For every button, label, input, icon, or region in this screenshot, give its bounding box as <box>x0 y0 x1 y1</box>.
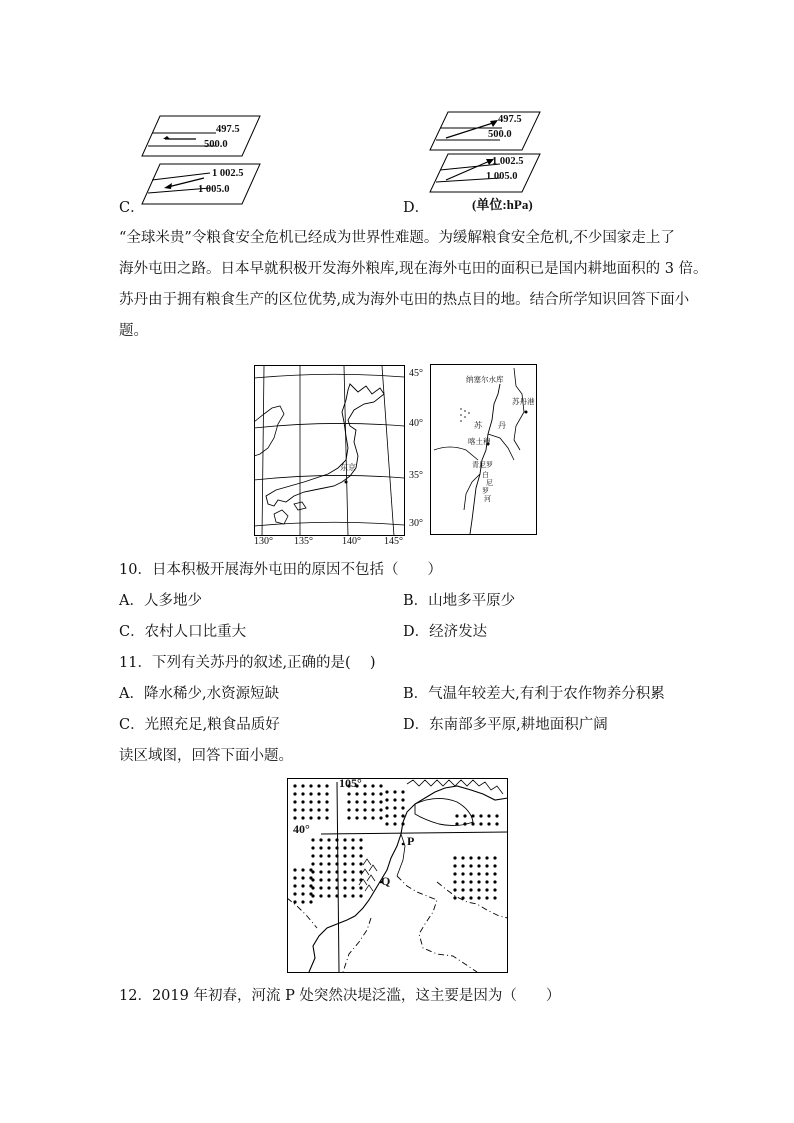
desert-dot <box>319 886 322 889</box>
desert-dot <box>479 822 482 825</box>
desert-dot <box>301 868 304 871</box>
desert-dot <box>477 896 480 899</box>
desert-dot <box>495 814 498 817</box>
desert-dot <box>359 854 362 857</box>
desert-dot <box>319 854 322 857</box>
desert-dot <box>485 896 488 899</box>
desert-dot <box>385 798 388 801</box>
desert-dot <box>371 792 374 795</box>
desert-dot <box>343 862 346 865</box>
desert-dot <box>309 876 312 879</box>
desert-dot <box>293 892 296 895</box>
desert-dot <box>455 814 458 817</box>
desert-dot <box>327 838 330 841</box>
desert-dot <box>393 798 396 801</box>
desert-dot <box>495 822 498 825</box>
desert-dot <box>351 870 354 873</box>
desert-dot <box>293 884 296 887</box>
japan-map-graphic <box>254 364 434 550</box>
desert-dot <box>327 878 330 881</box>
desert-dot <box>363 800 366 803</box>
desert-dot <box>401 790 404 793</box>
desert-dot <box>301 800 304 803</box>
desert-dot <box>293 800 296 803</box>
q10-stem: 10．日本积极开展海外屯田的原因不包括（ ） <box>119 562 442 578</box>
desert-dot <box>453 872 456 875</box>
desert-dot <box>343 878 346 881</box>
desert-dot <box>351 862 354 865</box>
desert-dot <box>309 784 312 787</box>
desert-dot <box>309 868 312 871</box>
desert-dot <box>359 862 362 865</box>
q11-option-a: A．降水稀少,水资源短缺 <box>119 686 280 702</box>
region-lat-label: 40° <box>293 822 310 836</box>
japan-map <box>254 364 434 550</box>
desert-dot <box>325 808 328 811</box>
japan-lat-45: 45° <box>409 368 423 379</box>
desert-dot <box>469 880 472 883</box>
desert-dot <box>453 856 456 859</box>
desert-dot <box>461 872 464 875</box>
desert-dot <box>371 800 374 803</box>
iso-label-d-1005: 1 005.0 <box>486 171 518 182</box>
q11-option-b: B．气温年较差大,有利于农作物养分积累 <box>403 686 665 702</box>
mountain-mark <box>365 885 373 891</box>
desert-dot <box>485 880 488 883</box>
desert-dot <box>335 862 338 865</box>
desert-dot <box>347 800 350 803</box>
desert-dot <box>335 838 338 841</box>
desert-dot <box>351 846 354 849</box>
desert-dot <box>477 880 480 883</box>
passage-line-4: 题。 <box>119 323 148 339</box>
desert-dot <box>317 800 320 803</box>
desert-dot <box>351 894 354 897</box>
desert-dot <box>379 800 382 803</box>
desert-dot <box>493 888 496 891</box>
desert-dot <box>335 886 338 889</box>
desert-dot <box>453 888 456 891</box>
desert-dot <box>309 816 312 819</box>
desert-dot <box>301 808 304 811</box>
desert-dot <box>317 792 320 795</box>
desert-dot <box>301 816 304 819</box>
desert-dot <box>479 814 482 817</box>
japan-lon-135: 135° <box>294 536 313 547</box>
sudan-label-port: 苏丹港 <box>512 397 535 406</box>
japan-lon-140: 140° <box>342 536 361 547</box>
desert-dot <box>335 854 338 857</box>
desert-dot <box>301 876 304 879</box>
desert-dot <box>477 888 480 891</box>
desert-dot <box>335 846 338 849</box>
desert-dot <box>463 814 466 817</box>
option-d-label: D． <box>403 200 430 216</box>
desert-dot <box>355 800 358 803</box>
desert-dot <box>335 878 338 881</box>
desert-dot <box>485 864 488 867</box>
desert-dot <box>363 816 366 819</box>
sudan-label-khartoum: 喀土穆 <box>468 437 491 446</box>
desert-dot <box>317 808 320 811</box>
desert-dot <box>401 798 404 801</box>
mountain-mark <box>369 865 377 871</box>
desert-dot <box>293 808 296 811</box>
desert-dot <box>343 894 346 897</box>
desert-dot <box>327 862 330 865</box>
desert-dot <box>371 784 374 787</box>
desert-dot <box>325 792 328 795</box>
iso-label-c-497: 497.5 <box>216 124 240 135</box>
desert-dot <box>461 856 464 859</box>
region-intro: 读区域图，回答下面小题。 <box>119 748 293 764</box>
desert-dot <box>293 900 296 903</box>
desert-dot <box>351 878 354 881</box>
desert-dot <box>401 814 404 817</box>
sudan-label-white-4: 河 <box>484 495 491 503</box>
desert-dot <box>327 846 330 849</box>
desert-dot <box>485 872 488 875</box>
desert-dot <box>363 784 366 787</box>
desert-dot <box>477 864 480 867</box>
japan-lat-30: 30° <box>409 518 423 529</box>
desert-dot <box>293 816 296 819</box>
iso-label-d-1002: 1 002.5 <box>492 156 524 167</box>
mountain-mark <box>367 875 375 881</box>
sudan-label-su: 苏 <box>474 421 482 430</box>
desert-dot <box>309 900 312 903</box>
desert-dot <box>309 800 312 803</box>
sudan-map <box>430 364 538 536</box>
region-point-q: Q <box>381 874 391 888</box>
desert-dot <box>453 896 456 899</box>
desert-dot <box>355 808 358 811</box>
desert-dot <box>325 816 328 819</box>
desert-dot <box>393 790 396 793</box>
q11-stem: 11．下列有关苏丹的叙述,正确的是( ) <box>119 655 376 671</box>
desert-dot <box>453 864 456 867</box>
desert-dot <box>485 856 488 859</box>
desert-dot <box>385 814 388 817</box>
q11-option-c: C．光照充足,粮食品质好 <box>119 717 280 733</box>
desert-dot <box>309 892 312 895</box>
mountain-mark <box>363 859 371 865</box>
q10-option-a: A．人多地少 <box>119 593 202 609</box>
desert-dot <box>393 822 396 825</box>
iso-label-c-500: 500.0 <box>204 139 228 150</box>
desert-dot <box>401 806 404 809</box>
q11-option-d: D．东南部多平原,耕地面积广阔 <box>403 717 608 733</box>
sudan-label-dan: 丹 <box>498 421 506 430</box>
sudan-label-white-3: 罗 <box>482 487 489 495</box>
desert-dot <box>327 854 330 857</box>
desert-dot <box>359 846 362 849</box>
japan-city-label: 东京 <box>340 463 356 472</box>
sudan-label-white-1: 白 <box>482 471 489 479</box>
desert-dot <box>351 886 354 889</box>
desert-dot <box>347 816 350 819</box>
desert-dot <box>317 816 320 819</box>
region-point-p: P <box>407 834 415 848</box>
desert-dot <box>477 872 480 875</box>
desert-dot <box>343 854 346 857</box>
desert-dot <box>335 894 338 897</box>
desert-dot <box>301 792 304 795</box>
desert-dot <box>379 784 382 787</box>
option-c-label: C． <box>119 200 145 216</box>
desert-dot <box>393 814 396 817</box>
desert-dot <box>311 854 314 857</box>
q12-stem: 12．2019 年初春，河流 P 处突然决堤泛滥，这主要是因为（ ） <box>119 988 561 1004</box>
desert-dot <box>379 792 382 795</box>
desert-dot <box>343 846 346 849</box>
desert-dot <box>327 870 330 873</box>
iso-label-c-1002: 1 002.5 <box>212 168 244 179</box>
desert-dot <box>301 784 304 787</box>
desert-dot <box>343 838 346 841</box>
desert-dot <box>485 888 488 891</box>
japan-lat-35: 35° <box>409 470 423 481</box>
q10-option-b: B．山地多平原少 <box>403 593 516 609</box>
desert-dot <box>319 878 322 881</box>
passage-line-1: “全球米贵”令粮食安全危机已经成为世界性难题。为缓解粮食安全危机,不少国家走上了 <box>119 230 675 246</box>
desert-dot <box>359 894 362 897</box>
desert-dot <box>477 856 480 859</box>
desert-dot <box>293 792 296 795</box>
desert-dot <box>293 868 296 871</box>
desert-dot <box>319 894 322 897</box>
unit-label: (单位:hPa) <box>472 197 533 212</box>
desert-dot <box>461 864 464 867</box>
desert-dot <box>379 808 382 811</box>
desert-dot <box>493 872 496 875</box>
region-map-graphic <box>287 778 509 974</box>
desert-dot <box>385 806 388 809</box>
desert-dot <box>301 892 304 895</box>
iso-label-d-500: 500.0 <box>488 129 512 140</box>
desert-dot <box>319 870 322 873</box>
desert-dot <box>461 880 464 883</box>
desert-dot <box>311 846 314 849</box>
desert-dot <box>363 808 366 811</box>
desert-dot <box>453 880 456 883</box>
desert-dot <box>351 854 354 857</box>
desert-dot <box>469 888 472 891</box>
japan-lon-145: 145° <box>384 536 403 547</box>
desert-dot <box>363 792 366 795</box>
desert-dot <box>301 900 304 903</box>
desert-dot <box>347 808 350 811</box>
sudan-label-lake: 纳塞尔水库 <box>466 375 504 384</box>
desert-dot <box>359 838 362 841</box>
passage-line-2: 海外屯田之路。日本早就积极开发海外粮库,现在海外屯田的面积已是国内耕地面积的 3 倍。 <box>119 261 708 277</box>
desert-dot <box>293 784 296 787</box>
desert-dot <box>487 822 490 825</box>
q10-option-c: C．农村人口比重大 <box>119 624 247 640</box>
desert-dot <box>493 896 496 899</box>
desert-dot <box>359 886 362 889</box>
desert-dot <box>311 838 314 841</box>
desert-dot <box>309 792 312 795</box>
desert-dot <box>493 880 496 883</box>
sudan-map-graphic <box>430 364 538 536</box>
desert-dot <box>469 896 472 899</box>
iso-label-c-1005: 1 005.0 <box>198 184 230 195</box>
region-map <box>287 778 509 974</box>
desert-dot <box>351 838 354 841</box>
desert-dot <box>325 784 328 787</box>
japan-lat-40: 40° <box>409 418 423 429</box>
desert-dot <box>311 862 314 865</box>
desert-dot <box>379 816 382 819</box>
desert-dot <box>309 884 312 887</box>
region-lon-label: 105° <box>339 776 362 790</box>
desert-dot <box>301 884 304 887</box>
desert-dot <box>293 876 296 879</box>
desert-dot <box>309 808 312 811</box>
desert-dot <box>327 886 330 889</box>
iso-label-d-497: 497.5 <box>498 114 522 125</box>
desert-dot <box>319 846 322 849</box>
desert-dot <box>371 808 374 811</box>
passage-line-3: 苏丹由于拥有粮食生产的区位优势,成为海外屯田的热点目的地。结合所学知识回答下面小 <box>119 292 690 308</box>
desert-dot <box>319 862 322 865</box>
desert-dot <box>319 838 322 841</box>
diagram-c <box>118 108 288 210</box>
desert-dot <box>393 806 396 809</box>
desert-dot <box>343 870 346 873</box>
desert-dot <box>493 864 496 867</box>
desert-dot <box>493 856 496 859</box>
desert-dot <box>385 790 388 793</box>
q10-option-d: D．经济发达 <box>403 624 488 640</box>
desert-dot <box>461 888 464 891</box>
desert-dot <box>469 872 472 875</box>
desert-dot <box>335 870 338 873</box>
desert-dot <box>371 816 374 819</box>
desert-dot <box>355 816 358 819</box>
desert-dot <box>347 792 350 795</box>
desert-dot <box>325 800 328 803</box>
desert-dot <box>469 864 472 867</box>
desert-dot <box>317 784 320 787</box>
desert-dot <box>343 886 346 889</box>
sudan-label-blue-nile: 青尼罗 <box>472 461 493 469</box>
desert-dot <box>327 894 330 897</box>
desert-dot <box>487 814 490 817</box>
sudan-label-white-2: 尼 <box>486 479 493 487</box>
desert-dot <box>355 792 358 795</box>
desert-dot <box>385 822 388 825</box>
japan-lon-130: 130° <box>254 536 273 547</box>
desert-dot <box>469 856 472 859</box>
